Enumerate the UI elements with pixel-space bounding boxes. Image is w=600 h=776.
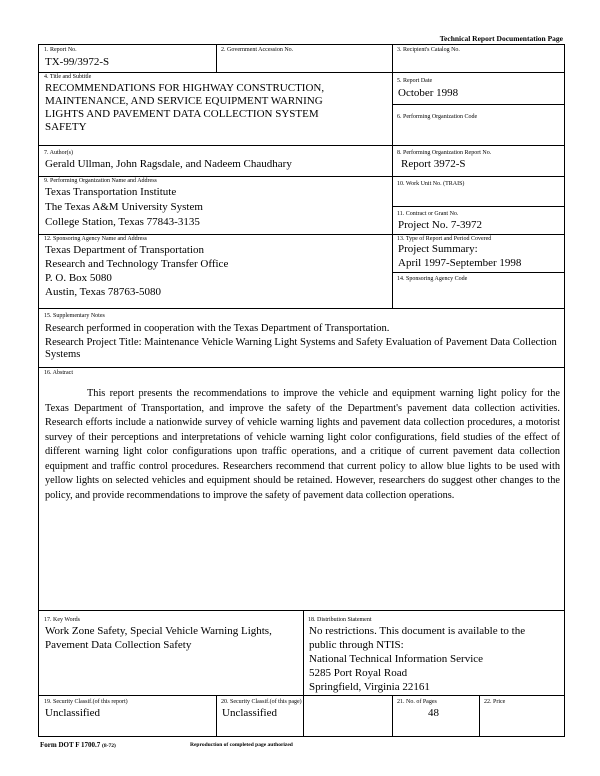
distribution-line-1: No restrictions. This document is available to the — [309, 625, 526, 637]
performing-org-report-cell — [392, 145, 566, 176]
performing-org-line-3: College Station, Texas 77843-3135 — [45, 216, 200, 228]
title-line-1: RECOMMENDATIONS FOR HIGHWAY CONSTRUCTION, — [45, 82, 325, 94]
performing-org-line-1: Texas Transportation Institute — [45, 186, 177, 198]
key-words-label: 17. Key Words — [44, 617, 80, 623]
sponsoring-agency-label: 12. Sponsoring Agency Name and Address — [44, 236, 147, 242]
performing-org-report-label: 8. Performing Organization Report No. — [397, 150, 492, 156]
report-date-cell — [392, 72, 566, 104]
form-date: (8-72) — [102, 743, 116, 749]
report-type-line-1: Project Summary: — [398, 243, 478, 255]
price-label: 22. Price — [484, 699, 506, 705]
report-type-cell — [392, 234, 566, 272]
report-type-line-2: April 1997-September 1998 — [398, 257, 522, 269]
security-page-value: Unclassified — [222, 707, 277, 719]
security-report-cell — [39, 695, 216, 737]
report-type-label: 13. Type of Report and Period Covered — [397, 236, 492, 242]
work-unit-cell — [392, 176, 566, 206]
title-line-4: SAFETY — [45, 121, 87, 133]
gov-accession-cell — [216, 45, 392, 72]
report-no-label: 1. Report No. — [44, 47, 77, 53]
reproduction-note: Reproduction of completed page authorized — [190, 742, 293, 748]
abstract-cell — [39, 367, 566, 610]
distribution-line-4: 5285 Port Royal Road — [309, 667, 408, 679]
num-pages-label: 21. No. of Pages — [397, 699, 437, 705]
performing-org-label: 9. Performing Organization Name and Address — [44, 178, 157, 184]
sponsoring-code-label: 14. Sponsoring Agency Code — [397, 276, 468, 282]
supplementary-line-1: Research performed in cooperation with the Texas Department of Transportation. — [45, 323, 390, 334]
distribution-line-2: public through NTIS: — [309, 639, 404, 651]
abstract-label: 16. Abstract — [44, 370, 73, 376]
recipient-catalog-cell — [392, 45, 566, 72]
distribution-line-5: Springfield, Virginia 22161 — [309, 681, 430, 693]
report-date-value: October 1998 — [398, 87, 459, 99]
form-footer — [40, 741, 116, 749]
security-page-cell — [216, 695, 392, 737]
sponsoring-agency-line-3: P. O. Box 5080 — [45, 272, 112, 284]
performing-org-cell — [39, 176, 392, 234]
performing-org-code-cell — [392, 104, 566, 145]
report-no-cell — [39, 45, 216, 72]
security-report-label: 19. Security Classif.(of this report) — [44, 699, 128, 705]
abstract-text: This report presents the recommendations to improve the vehicle and equipment warning light policy for the Texas Department of Transportation, and improve the safety of the Department's pavement data collection activities. Research efforts include a nationwide survey of vehicle warning lights and pavement data collection procedures, a motorist survey of their perceptions and interpretations of vehicle warning light color configurations, field studies of the effect of different warning light color configurations upon traffic operations, and a critique of current pavement data collection equipment and traffic control procedures. Researchers recommend that current policy to allow blue lights to be used with yellow lights on selected vehicles and equipment should be retained. However, researchers do suggest other changes to the policy, and provide recommendations to improve the safety of pavement data collection operations. — [45, 388, 560, 501]
contract-label: 11. Contract or Grant No. — [397, 211, 459, 217]
page-header: Technical Report Documentation Page — [439, 34, 563, 43]
distribution-label: 18. Distribution Statement — [308, 617, 372, 623]
title-label: 4. Title and Subtitle — [44, 74, 92, 80]
report-date-label: 5. Report Date — [397, 78, 433, 84]
gov-accession-label: 2. Government Accession No. — [221, 47, 294, 53]
sponsoring-agency-line-2: Research and Technology Transfer Office — [45, 258, 229, 270]
title-cell — [39, 72, 392, 145]
key-words-line-1: Work Zone Safety, Special Vehicle Warning Lights, — [45, 625, 272, 637]
key-words-cell — [39, 610, 303, 695]
authors-value: Gerald Ullman, John Ragsdale, and Nadeem Chaudhary — [45, 158, 292, 170]
recipient-catalog-label: 3. Recipient's Catalog No. — [397, 47, 460, 53]
sponsoring-agency-line-1: Texas Department of Transportation — [45, 244, 205, 256]
performing-org-report-value: Report 3972-S — [401, 158, 466, 170]
sponsoring-agency-line-4: Austin, Texas 78763-5080 — [45, 286, 162, 298]
price-cell — [479, 695, 566, 737]
authors-cell — [39, 145, 392, 176]
form-number: Form DOT F 1700.7 — [40, 741, 101, 749]
distribution-line-3: National Technical Information Service — [309, 653, 484, 665]
supplementary-label: 15. Supplementary Notes — [44, 313, 105, 319]
contract-cell — [392, 206, 566, 234]
security-page-label: 20. Security Classif.(of this page) — [221, 699, 302, 705]
contract-value: Project No. 7-3972 — [398, 219, 483, 231]
sponsoring-code-cell — [392, 272, 566, 308]
num-pages-value: 48 — [428, 707, 439, 719]
authors-label: 7. Author(s) — [44, 150, 73, 156]
supplementary-cell — [39, 308, 566, 367]
performing-org-line-2: The Texas A&M University System — [45, 201, 203, 213]
report-no-value: TX-99/3972-S — [45, 56, 110, 68]
performing-org-code-label: 6. Performing Organization Code — [397, 114, 478, 120]
key-words-line-2: Pavement Data Collection Safety — [45, 639, 192, 651]
security-report-value: Unclassified — [45, 707, 100, 719]
work-unit-label: 10. Work Unit No. (TRAIS) — [397, 181, 465, 187]
supplementary-line-2: Research Project Title: Maintenance Vehicle Warning Light Systems and Safety Evaluation of Pavement Data Collection Systems — [45, 337, 557, 360]
sponsoring-agency-cell — [39, 234, 392, 308]
distribution-cell — [303, 610, 566, 695]
num-pages-cell — [392, 695, 479, 737]
title-line-2: MAINTENANCE, AND SERVICE EQUIPMENT WARNING — [45, 95, 323, 107]
title-line-3: LIGHTS AND PAVEMENT DATA COLLECTION SYSTEM — [45, 108, 319, 120]
report-documentation-form — [38, 44, 565, 737]
